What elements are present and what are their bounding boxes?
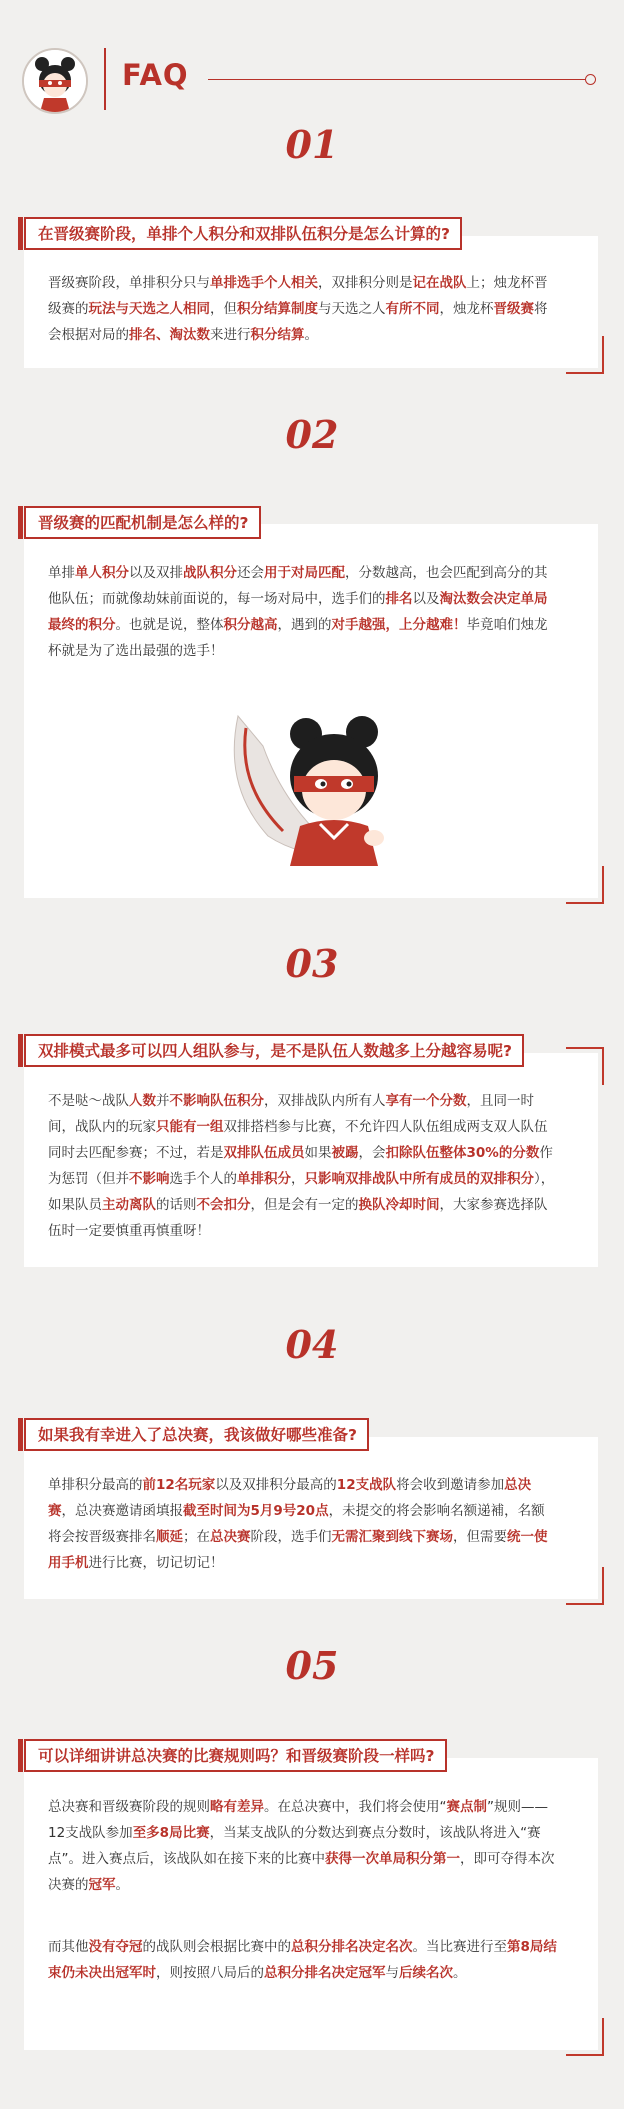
card-corner [566,2018,604,2056]
answer-text-run: 将会根据对局的 [48,301,548,343]
highlight-text: 单人积分 [75,565,129,581]
highlight-text: 扣除队伍整体30%的分数 [385,1145,540,1161]
highlight-text: 淘汰数会决定单局最终的积分 [48,591,548,633]
question-03: 双排模式最多可以四人组队参与，是不是队伍人数越多上分越容易呢? [24,1034,524,1067]
ninja-girl-sword-illustration [228,706,398,866]
answer-text-run: 单排 [48,565,75,581]
answer-text-run: 。当比赛进行至 [412,1939,507,1955]
answer-text-run: ，即可夺得本次决赛的 [48,1851,555,1893]
answer-text-run: 上；烛龙杯晋级赛的 [48,275,548,317]
answer-text-run: 。在总决赛中，我们将会使用“ [264,1799,447,1815]
highlight-text: 略有差异 [210,1799,264,1815]
answer-text-run: 来进行 [210,327,251,343]
answer-text-run: ，双排积分则是 [318,275,413,291]
header-divider [104,48,106,110]
highlight-text: 晋级赛 [493,301,534,317]
answer-text-01 [48,270,558,348]
answer-text-run: 不是哒～战队 [48,1093,129,1109]
highlight-text: 冠军 [88,1877,116,1893]
highlight-text: 被踢 [331,1145,359,1161]
highlight-text: 只能有一组 [156,1119,224,1135]
answer-text-run: ， [291,1171,305,1187]
answer-text-run: ，烛龙杯 [439,301,494,317]
highlight-text: 玩法与天选之人相同 [88,301,210,317]
highlight-text: 只影响双排战队中所有成员的双排积分 [304,1171,534,1187]
answer-text-run: 。也就是说，整体 [115,617,224,633]
answer-text-03 [48,1088,558,1244]
answer-text-run: 双排搭档参与比赛，不允许四人队伍组成两支双人队伍同时去匹配参赛；不过，若是 [48,1119,548,1161]
answer-text-run: 而其他 [48,1939,89,1955]
answer-text-run: 以及双排积分最高的 [215,1477,337,1493]
answer-text-run: ，但是会有一定的 [250,1197,359,1213]
section-number-03: 03 [0,941,624,986]
question-05: 可以详细讲讲总决赛的比赛规则吗？和晋级赛阶段一样吗? [24,1739,447,1772]
answer-text-run: ，则按照八局后的 [156,1965,264,1981]
answer-text-run: ，大家参赛选择队伍时一定要慎重再慎重呀！ [48,1197,548,1239]
answer-text-run: 进行比赛，切记切记！ [88,1555,224,1571]
answer-text-05 [48,1794,558,1898]
card-corner [566,866,604,904]
highlight-text: 顺延 [156,1529,183,1545]
highlight-text: 赛点制 [446,1799,487,1815]
highlight-text: 总积分排名决定名次 [291,1939,413,1955]
highlight-text: 没有夺冠 [88,1939,143,1955]
answer-text-run: 如果 [304,1145,332,1161]
answer-text-run: 总决赛和晋级赛阶段的规则 [48,1799,210,1815]
section-number-04: 04 [0,1322,624,1367]
answer-text-run: ，未提交的将会影响名额递補，名额将会按晋级赛排名 [48,1503,545,1545]
highlight-text: 第8局结束仍未决出冠军时 [48,1939,557,1981]
ninja-avatar-icon [22,48,88,114]
highlight-text: 总决赛 [48,1477,532,1519]
highlight-text: 截至时间为5月9号20点 [183,1503,329,1519]
highlight-text: 主动离队 [102,1197,156,1213]
answer-text-run: ，但需要 [453,1529,507,1545]
page-title: FAQ [122,58,189,92]
answer-text-run: ，会 [358,1145,386,1161]
answer-text-run: ，总决赛邀请函填报 [61,1503,183,1519]
highlight-text: 换队冷却时间 [358,1197,440,1213]
question-01: 在晋级赛阶段，单排个人积分和双排队伍积分是怎么计算的? [24,217,462,250]
answer-text-run: 与天选之人 [318,301,386,317]
highlight-text: 积分越高 [223,617,278,633]
highlight-text: 前12名玩家 [142,1477,216,1493]
answer-text-run: 以及 [412,591,440,607]
highlight-text: 对手越强，上分越难！ [331,617,467,633]
answer-text-run: 将会收到邀请参加 [396,1477,505,1493]
section-number-02: 02 [0,412,624,457]
highlight-text: 总决赛 [210,1529,251,1545]
header-rule [208,79,586,80]
answer-text-run: ，双排战队内所有人 [264,1093,386,1109]
answer-text-run: 单排积分最高的 [48,1477,143,1493]
highlight-text: 不影响队伍积分 [169,1093,264,1109]
answer-text-run: ），如果队员 [48,1171,555,1213]
highlight-text: 后续名次 [399,1965,453,1981]
section-number-01: 01 [0,122,624,167]
highlight-text: 获得一次单局积分第一 [325,1851,460,1867]
answer-text-run: 。 [115,1877,129,1893]
answer-text-run: ”规则——12支战队参加 [48,1799,548,1841]
answer-text-run: 。 [453,1965,467,1981]
answer-text-run: 的战队则会根据比赛中的 [142,1939,291,1955]
highlight-text: 统一使用手机 [48,1529,548,1571]
header-rule-dot [585,74,596,85]
highlight-text: 人数 [129,1093,156,1109]
answer-text-run: 。 [304,327,318,343]
highlight-text: 排名 [385,591,413,607]
highlight-text: 排名、淘汰数 [129,327,210,343]
highlight-text: 无需汇聚到线下赛场 [331,1529,453,1545]
answer-text-run: ，分数越高，也会匹配到高分的其他队伍；而就像劫妹前面说的，每一场对局中，选手们的 [48,565,548,607]
highlight-text: 积分结算 [250,327,305,343]
answer-text-run: ；在 [183,1529,210,1545]
highlight-text: 至多8局比赛 [132,1825,210,1841]
answer-text-run: ，遇到的 [277,617,332,633]
highlight-text: 用于对局匹配 [264,565,345,581]
answer-text-run: 的话则 [156,1197,197,1213]
answer-text-run: 还会 [237,565,264,581]
highlight-text: 单排选手个人相关 [210,275,318,291]
answer-text-run: ，但 [210,301,237,317]
answer-text-run: 以及双排 [129,565,183,581]
answer-text-run: 选手个人的 [169,1171,237,1187]
answer-text-02 [48,560,558,664]
answer-text-04 [48,1472,558,1576]
highlight-text: 享有一个分数 [385,1093,467,1109]
faq-header [22,48,612,116]
answer-text-run: 并 [156,1093,170,1109]
answer-text-run: 毕竟咱们烛龙杯就是为了选出最强的选手！ [48,617,548,659]
card-corner [566,1567,604,1605]
highlight-text: 不会扣分 [196,1197,251,1213]
answer-text-run: 阶段，选手们 [250,1529,332,1545]
highlight-text: 有所不同 [385,301,440,317]
highlight-text: 单排积分 [237,1171,291,1187]
question-02: 晋级赛的匹配机制是怎么样的? [24,506,261,539]
answer-text-run: ，当某支战队的分数达到赛点分数时，该战队将进入“赛点”。进入赛点后，该战队如在接下来的比赛中 [48,1825,541,1867]
question-04: 如果我有幸进入了总决赛，我该做好哪些准备? [24,1418,369,1451]
answer-text-run: 晋级赛阶段，单排积分只与 [48,275,210,291]
answer-text-run: ，且同一时间，战队内的玩家 [48,1093,534,1135]
highlight-text: 总积分排名决定冠军 [264,1965,386,1981]
card-corner [566,1047,604,1085]
highlight-text: 记在战队 [412,275,467,291]
highlight-text: 不影响 [129,1171,170,1187]
highlight-text: 积分结算制度 [237,301,318,317]
highlight-text: 战队积分 [183,565,237,581]
highlight-text: 双排队伍成员 [223,1145,305,1161]
section-number-05: 05 [0,1643,624,1688]
answer-text-run: 作为惩罚（但并 [48,1145,553,1187]
answer-text-05-part2 [48,1934,558,1986]
highlight-text: 12支战队 [336,1477,397,1493]
card-corner [566,336,604,374]
answer-text-run: 与 [385,1965,399,1981]
